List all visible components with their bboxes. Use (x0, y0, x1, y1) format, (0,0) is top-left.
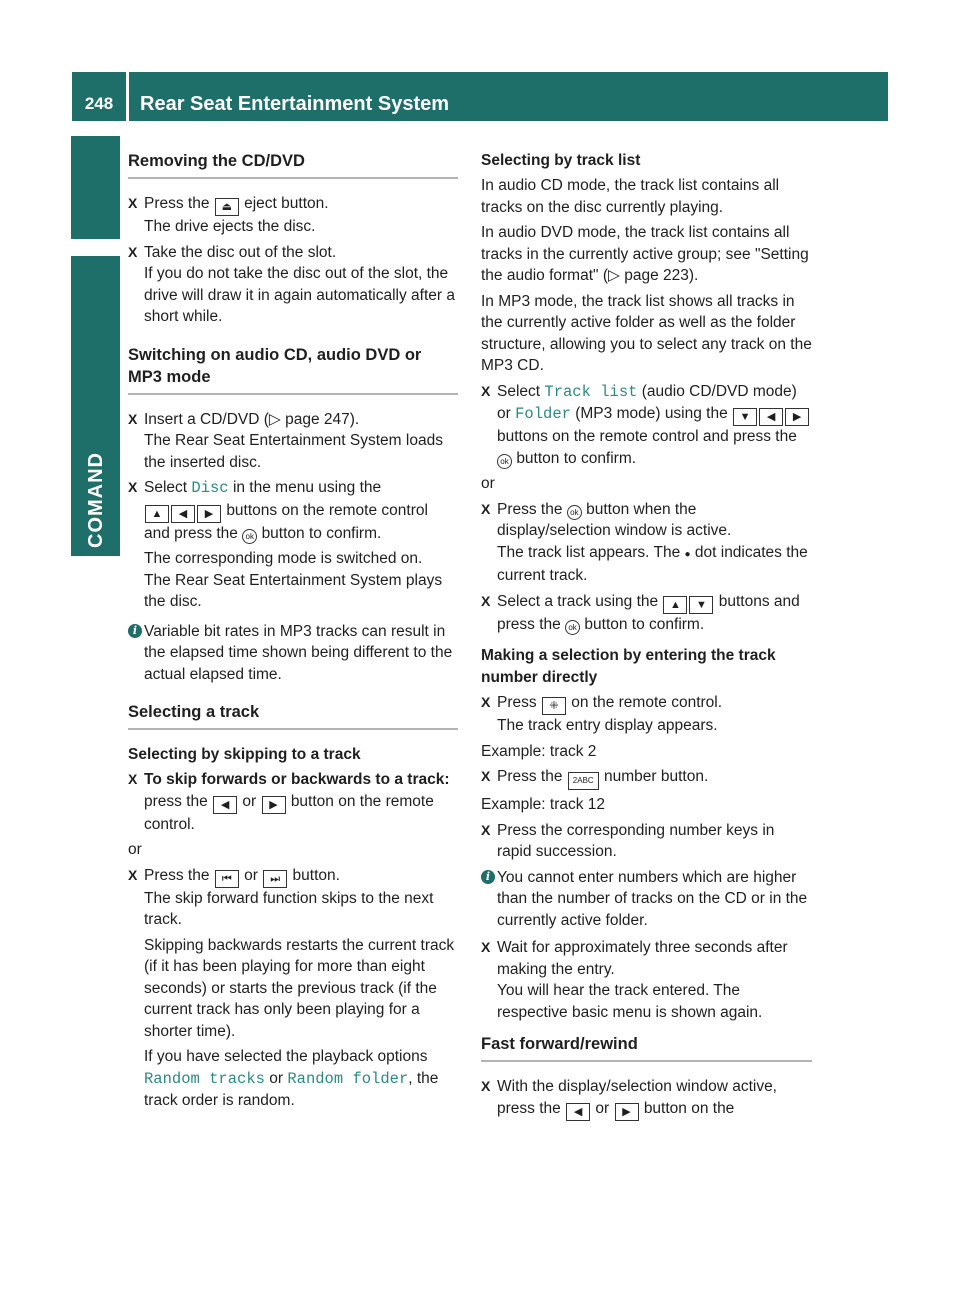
side-tab-marker (71, 136, 120, 239)
paragraph: In MP3 mode, the track list shows all tracks in the currently active folder as well as the folder structure, allowing you to select any track on the MP3 CD. (481, 292, 812, 374)
option-random-tracks: Random tracks (144, 1069, 265, 1088)
step-text: Insert a CD/DVD ( (144, 410, 269, 428)
number-two-icon: 2ABC (568, 772, 599, 790)
step-text: in the menu using the (232, 479, 382, 496)
page-title: Rear Seat Entertainment System (140, 93, 450, 115)
page-number: 248 (84, 94, 114, 113)
eject-icon: ⏏ (215, 198, 239, 216)
skip-forward-icon: ⏭ (263, 870, 287, 888)
down-arrow-icon: ▼ (689, 596, 713, 614)
step-text: button to confirm. (516, 449, 637, 467)
info-icon: i (128, 624, 142, 638)
right-column (481, 150, 812, 1125)
step-result: If you have selected the playback options (144, 1048, 428, 1065)
step (481, 692, 812, 737)
step-text: button on the remote control. (144, 792, 434, 833)
step (481, 820, 812, 863)
option-random-folder: Random folder (287, 1069, 409, 1088)
paragraph-text: page 223). (624, 267, 699, 284)
paragraph (481, 222, 812, 287)
menu-item-track-list: Track list (544, 382, 638, 401)
step-text: button on the (643, 1099, 735, 1117)
step-result: The Rear Seat Entertainment System plays the disc. (144, 571, 443, 610)
step-result: dot indicates the current track. (497, 543, 808, 584)
info-note (481, 867, 812, 932)
step-result: The Rear Seat Entertainment System loads the inserted disc. (144, 432, 443, 471)
step-text: Press the corresponding number keys in rapid succession. (497, 821, 775, 860)
up-arrow-icon: ▲ (145, 505, 169, 523)
header-divider (126, 72, 129, 121)
paragraph: In audio CD mode, the track list contains all tracks on the disc currently playing. (481, 177, 780, 216)
section-title-fast-forward: Fast forward/rewind (481, 1033, 812, 1062)
step (481, 381, 812, 470)
step-text: number button. (604, 768, 709, 785)
step (481, 591, 812, 636)
step (128, 769, 458, 835)
left-arrow-icon: ◀ (759, 408, 783, 426)
page-ref-icon: ▷ (607, 267, 620, 284)
subsection-title: Selecting by skipping to a track (128, 746, 361, 763)
step-text: (audio CD/DVD mode) or (497, 382, 797, 422)
step (128, 865, 458, 1112)
menu-item-disc: Disc (191, 479, 229, 497)
track-entry-icon: ⁜ (542, 697, 566, 715)
step-text: or (244, 866, 258, 884)
step-result: , the track order is random. (144, 1069, 439, 1109)
info-text: Variable bit rates in MP3 tracks can result in the elapsed time shown being different to the actual elapsed time. (144, 622, 453, 683)
step-text: Take the disc out of the slot. (144, 243, 337, 261)
step-result: The corresponding mode is switched on. (144, 550, 423, 567)
info-text: You cannot enter numbers which are higher than the number of tracks on the CD or in the currently active folder. (497, 868, 808, 929)
step-text: press the (144, 792, 208, 810)
step-text: eject button. (244, 195, 329, 212)
section-title-selecting: Selecting a track (128, 701, 458, 730)
subsection-title: Making a selection by entering the track number directly (481, 647, 776, 686)
right-arrow-icon: ▶ (785, 408, 809, 426)
right-arrow-icon: ▶ (197, 505, 221, 523)
step-text: button. (292, 866, 340, 884)
step-result: The skip forward function skips to the next track. (144, 889, 434, 928)
step-text: on the remote control. (571, 694, 723, 711)
step-text: Wait for approximately three seconds after making the entry. (497, 939, 788, 978)
step-text: Press the (144, 195, 210, 212)
step-result: or (269, 1069, 284, 1087)
step-result: Skipping backwards restarts the current track (if it has been playing for more than eight seconds) or starts the previous track (if the current track has only been playing for a shorter time). (144, 936, 455, 1040)
left-column (128, 150, 458, 1116)
subsection-title: Selecting by track list (481, 152, 641, 169)
step-text: or (242, 792, 257, 810)
step-text: Select a track using the (497, 592, 659, 610)
skip-back-icon: ⏮ (215, 870, 239, 888)
side-tab-label: COMAND (85, 452, 107, 548)
step-text: Press (497, 694, 537, 711)
ok-icon: ok (565, 620, 580, 635)
step-text: button to confirm. (261, 524, 382, 542)
step-text: Select (144, 479, 188, 496)
page-ref-icon: ▷ (268, 410, 281, 428)
step-result: You will hear the track entered. The respective basic menu is shown again. (497, 982, 763, 1021)
step (128, 242, 458, 328)
step-text: With the display/selection window active, press the (497, 1078, 777, 1117)
step-text: button when the display/selection window is active. (497, 500, 732, 539)
up-arrow-icon: ▲ (663, 596, 687, 614)
step-result: If you do not take the disc out of the slot, the drive will draw it in again automatically after a short while. (144, 265, 455, 325)
step-result: The track list appears. The (497, 543, 681, 561)
step-text-bold: To skip forwards or backwards to a track: (144, 771, 450, 788)
left-arrow-icon: ◀ (566, 1103, 590, 1121)
step-text: Press the (497, 768, 563, 785)
step (128, 193, 458, 238)
left-arrow-icon: ◀ (213, 796, 237, 814)
info-icon: i (481, 870, 495, 884)
menu-item-folder: Folder (515, 405, 571, 423)
paragraph-text: In audio DVD mode, the track list contains all tracks in the currently active group; see "Setting the audio format" ( (481, 224, 809, 284)
section-title-removing: Removing the CD/DVD (128, 150, 458, 179)
step-text: (MP3 mode) using the (575, 405, 728, 422)
ok-icon: ok (567, 505, 582, 520)
or-text: or (481, 475, 495, 492)
dot-icon: ● (684, 548, 691, 560)
example-text: Example: track 12 (481, 796, 606, 813)
step-text: or (595, 1099, 610, 1117)
step (128, 477, 458, 613)
step-text: Select (497, 382, 541, 400)
step-text: button to confirm. (584, 615, 705, 633)
step (481, 499, 812, 587)
info-note (128, 621, 458, 686)
ok-icon: ok (497, 454, 512, 469)
right-arrow-icon: ▶ (262, 796, 286, 814)
step-text: buttons on the remote control and press the (144, 501, 428, 542)
step-result: The drive ejects the disc. (144, 218, 316, 235)
example-text: Example: track 2 (481, 742, 597, 760)
left-arrow-icon: ◀ (171, 505, 195, 523)
step (481, 766, 812, 790)
step-text: page 247). (285, 410, 360, 428)
section-title-switching: Switching on audio CD, audio DVD or MP3 mode (128, 344, 458, 395)
down-arrow-icon: ▼ (733, 408, 757, 426)
step-text: buttons and press the (497, 592, 800, 633)
right-arrow-icon: ▶ (615, 1103, 639, 1121)
step (481, 937, 812, 1023)
step (128, 409, 458, 474)
or-text: or (128, 841, 142, 858)
step (481, 1076, 812, 1121)
step-text: Press the (497, 500, 563, 518)
ok-icon: ok (242, 529, 257, 544)
step-result: The track entry display appears. (497, 717, 718, 734)
step-text: buttons on the remote control and press the (497, 428, 797, 445)
step-text: Press the (144, 866, 210, 884)
